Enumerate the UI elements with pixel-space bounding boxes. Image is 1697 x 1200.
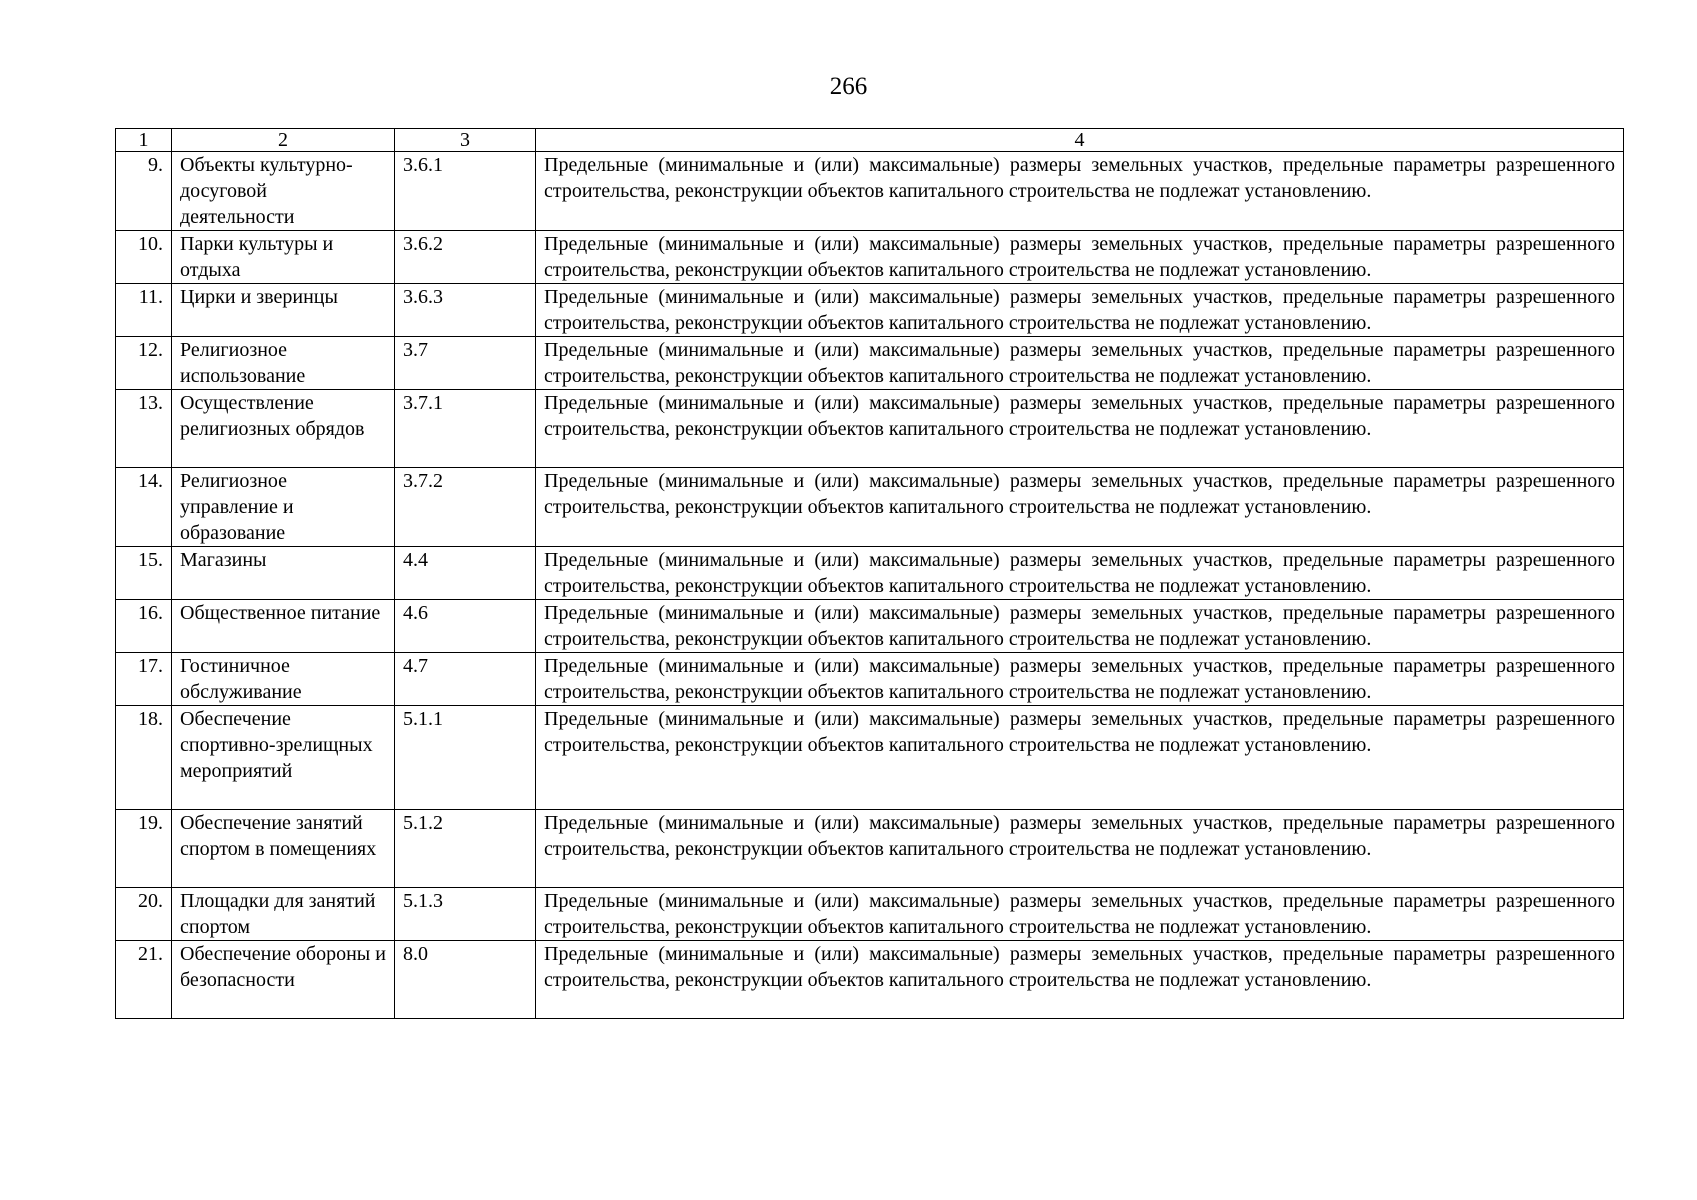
use-parameters: Предельные (минимальные и (или) максимальные) размеры земельных участков, предельные параметры разрешенного строительства, реконструкции объектов капитального строительства не подлежат установлению. xyxy=(536,468,1624,547)
use-name: Осуществление религиозных обрядов xyxy=(172,390,395,468)
use-code: 3.7.2 xyxy=(395,468,536,547)
land-use-table xyxy=(115,128,1624,1019)
use-code: 3.6.1 xyxy=(395,152,536,231)
use-parameters: Предельные (минимальные и (или) максимальные) размеры земельных участков, предельные параметры разрешенного строительства, реконструкции объектов капитального строительства не подлежат установлению. xyxy=(536,231,1624,284)
use-code: 3.6.2 xyxy=(395,231,536,284)
use-name: Площадки для занятий спортом xyxy=(172,888,395,941)
use-name: Общественное питание xyxy=(172,600,395,653)
table-row xyxy=(116,468,1624,547)
table-row xyxy=(116,547,1624,600)
row-number: 17. xyxy=(116,653,172,706)
table-row xyxy=(116,888,1624,941)
row-number: 19. xyxy=(116,810,172,888)
header-cell-4: 4 xyxy=(536,129,1624,152)
use-code: 3.7 xyxy=(395,337,536,390)
row-number: 21. xyxy=(116,941,172,1019)
table-header-row xyxy=(116,129,1624,152)
use-code: 3.7.1 xyxy=(395,390,536,468)
header-cell-1: 1 xyxy=(116,129,172,152)
use-code: 8.0 xyxy=(395,941,536,1019)
table-row xyxy=(116,231,1624,284)
table-row xyxy=(116,810,1624,888)
use-name: Магазины xyxy=(172,547,395,600)
table-row xyxy=(116,337,1624,390)
use-parameters: Предельные (минимальные и (или) максимальные) размеры земельных участков, предельные параметры разрешенного строительства, реконструкции объектов капитального строительства не подлежат установлению. xyxy=(536,706,1624,810)
row-number: 18. xyxy=(116,706,172,810)
use-code: 5.1.1 xyxy=(395,706,536,810)
use-parameters: Предельные (минимальные и (или) максимальные) размеры земельных участков, предельные параметры разрешенного строительства, реконструкции объектов капитального строительства не подлежат установлению. xyxy=(536,390,1624,468)
table-row xyxy=(116,284,1624,337)
row-number: 20. xyxy=(116,888,172,941)
table-row xyxy=(116,653,1624,706)
use-parameters: Предельные (минимальные и (или) максимальные) размеры земельных участков, предельные параметры разрешенного строительства, реконструкции объектов капитального строительства не подлежат установлению. xyxy=(536,810,1624,888)
use-code: 4.6 xyxy=(395,600,536,653)
use-code: 4.4 xyxy=(395,547,536,600)
page-number: 266 xyxy=(829,73,868,100)
row-number: 13. xyxy=(116,390,172,468)
use-code: 4.7 xyxy=(395,653,536,706)
table-row xyxy=(116,152,1624,231)
use-parameters: Предельные (минимальные и (или) максимальные) размеры земельных участков, предельные параметры разрешенного строительства, реконструкции объектов капитального строительства не подлежат установлению. xyxy=(536,152,1624,231)
use-name: Обеспечение занятий спортом в помещениях xyxy=(172,810,395,888)
use-parameters: Предельные (минимальные и (или) максимальные) размеры земельных участков, предельные параметры разрешенного строительства, реконструкции объектов капитального строительства не подлежат установлению. xyxy=(536,284,1624,337)
use-parameters: Предельные (минимальные и (или) максимальные) размеры земельных участков, предельные параметры разрешенного строительства, реконструкции объектов капитального строительства не подлежат установлению. xyxy=(536,888,1624,941)
use-parameters: Предельные (минимальные и (или) максимальные) размеры земельных участков, предельные параметры разрешенного строительства, реконструкции объектов капитального строительства не подлежат установлению. xyxy=(536,337,1624,390)
row-number: 12. xyxy=(116,337,172,390)
use-code: 3.6.3 xyxy=(395,284,536,337)
row-number: 16. xyxy=(116,600,172,653)
use-parameters: Предельные (минимальные и (или) максимальные) размеры земельных участков, предельные параметры разрешенного строительства, реконструкции объектов капитального строительства не подлежат установлению. xyxy=(536,547,1624,600)
use-code: 5.1.2 xyxy=(395,810,536,888)
use-name: Парки культуры и отдыха xyxy=(172,231,395,284)
use-name: Религиозное использование xyxy=(172,337,395,390)
table-row xyxy=(116,706,1624,810)
row-number: 9. xyxy=(116,152,172,231)
row-number: 10. xyxy=(116,231,172,284)
header-cell-2: 2 xyxy=(172,129,395,152)
use-name: Религиозное управление и образование xyxy=(172,468,395,547)
use-parameters: Предельные (минимальные и (или) максимальные) размеры земельных участков, предельные параметры разрешенного строительства, реконструкции объектов капитального строительства не подлежат установлению. xyxy=(536,653,1624,706)
use-name: Цирки и зверинцы xyxy=(172,284,395,337)
row-number: 11. xyxy=(116,284,172,337)
use-parameters: Предельные (минимальные и (или) максимальные) размеры земельных участков, предельные параметры разрешенного строительства, реконструкции объектов капитального строительства не подлежат установлению. xyxy=(536,600,1624,653)
table-row xyxy=(116,390,1624,468)
use-code: 5.1.3 xyxy=(395,888,536,941)
table-row xyxy=(116,600,1624,653)
use-parameters: Предельные (минимальные и (или) максимальные) размеры земельных участков, предельные параметры разрешенного строительства, реконструкции объектов капитального строительства не подлежат установлению. xyxy=(536,941,1624,1019)
use-name: Обеспечение обороны и безопасности xyxy=(172,941,395,1019)
use-name: Гостиничное обслуживание xyxy=(172,653,395,706)
use-name: Объекты культурно-досуговой деятельности xyxy=(172,152,395,231)
row-number: 14. xyxy=(116,468,172,547)
table-row xyxy=(116,941,1624,1019)
header-cell-3: 3 xyxy=(395,129,536,152)
row-number: 15. xyxy=(116,547,172,600)
use-name: Обеспечение спортивно-зрелищных мероприятий xyxy=(172,706,395,810)
